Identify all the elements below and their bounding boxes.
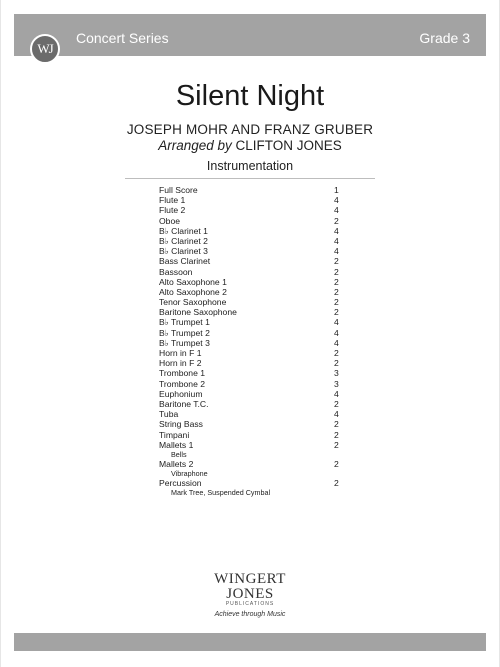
instrument-name: Flute 2 [159,205,186,216]
instrument-quantity: 2 [334,348,339,358]
instrument-row [159,348,349,358]
instrument-name: B♭ Trumpet 3 [159,337,210,348]
instrument-row [159,256,349,266]
instrument-name: Oboe [159,215,181,226]
instrument-quantity: 3 [334,378,339,389]
instrument-row [159,185,349,195]
footer-band [14,633,486,651]
instrument-name: Bells [171,449,187,459]
instrument-name: B♭ Clarinet 2 [159,235,208,246]
arranger-name: CLIFTON JONES [235,138,342,153]
instrument-row [159,389,349,399]
instrument-quantity: 2 [334,307,339,318]
instrument-name: Percussion [159,478,202,489]
instrument-name: B♭ Clarinet 3 [159,246,208,257]
instrument-quantity: 2 [334,458,339,469]
instrument-row [159,328,349,338]
instrument-name: Alto Saxophone 1 [159,276,227,287]
instrument-row [159,277,349,287]
instrument-row [159,205,349,215]
instrument-quantity: 2 [334,286,339,297]
instrument-name: Baritone Saxophone [159,307,237,318]
instrument-row [159,478,349,488]
instrument-quantity: 4 [334,409,339,420]
publisher-logo [0,571,500,607]
instrument-name: Horn in F 1 [159,348,202,358]
instrument-row [159,338,349,348]
divider [125,178,375,179]
instrument-quantity: 4 [334,205,339,216]
instrument-name: Alto Saxophone 2 [159,286,227,297]
instrument-name: Mallets 2 [159,458,194,469]
instrument-name: Tuba [159,409,179,420]
instrument-name: String Bass [159,419,203,430]
instrument-row [159,459,349,469]
instrument-row [159,419,349,429]
publisher-logo-bottom: JONES [226,586,274,602]
instrument-row [159,317,349,327]
instrument-row [159,368,349,378]
grade-label: Grade 3 [419,30,470,46]
instrument-row [159,226,349,236]
instrument-row [159,297,349,307]
instrument-quantity: 2 [334,429,339,440]
instrument-quantity: 4 [334,388,339,399]
instrument-row [159,307,349,317]
instrument-quantity: 2 [334,398,339,409]
instrument-quantity: 2 [334,439,339,450]
instrument-row [159,216,349,226]
page-title: Silent Night [175,80,325,112]
instrument-row [159,358,349,368]
instrument-name: Vibraphone [171,469,208,479]
instrument-name: Mark Tree, Suspended Cymbal [171,488,271,498]
instrument-quantity: 2 [334,256,339,267]
instrument-name: Bassoon [159,266,193,277]
instrument-note [159,450,349,459]
instrument-row [159,236,349,246]
instrument-name: Timpani [159,429,190,440]
instrument-row [159,440,349,450]
instrument-row [159,430,349,440]
publisher-tagline: Achieve through Music [214,611,286,618]
instrument-name: Baritone T.C. [159,398,209,409]
instrument-quantity: 2 [334,276,339,287]
instrument-quantity: 4 [334,327,339,338]
instrument-quantity: 2 [334,358,339,369]
instrument-quantity: 4 [334,225,339,236]
publisher-logo-top: WINGERT [214,571,286,587]
instrument-name: B♭ Trumpet 2 [159,327,210,338]
instrument-name: Horn in F 2 [159,358,202,369]
publisher-logo-small: PUBLICATIONS [225,601,275,607]
instrument-quantity: 1 [334,185,339,195]
instrument-quantity: 2 [334,266,339,277]
instrument-row [159,399,349,409]
instrument-name: B♭ Trumpet 1 [159,317,210,328]
instrument-quantity: 4 [334,195,339,206]
instrument-note [159,469,349,478]
instrument-quantity: 4 [334,246,339,257]
series-label: Concert Series [76,30,169,46]
instrument-quantity: 2 [334,297,339,308]
instrument-quantity: 4 [334,337,339,348]
instrument-name: Flute 1 [159,195,186,206]
instrument-name: Mallets 1 [159,439,194,450]
instrument-quantity: 2 [334,215,339,226]
wj-logo: WJ [30,34,60,64]
instrument-name: Full Score [159,185,198,195]
instrument-row [159,409,349,419]
instrument-quantity: 4 [334,235,339,246]
arranger-line [0,138,500,153]
instrument-row [159,195,349,205]
composers: JOSEPH MOHR AND FRANZ GRUBER [126,122,374,137]
instrument-row [159,287,349,297]
arranged-label: Arranged by [158,138,232,153]
instrument-quantity: 3 [334,368,339,379]
instrument-quantity: 2 [334,419,339,430]
instrument-quantity: 2 [334,478,339,489]
instrumentation-heading: Instrumentation [206,159,294,173]
instrument-name: B♭ Clarinet 1 [159,225,208,236]
instrument-note [159,488,349,497]
instrument-name: Euphonium [159,388,203,399]
instrument-row [159,379,349,389]
instrument-name: Bass Clarinet [159,256,211,267]
instrumentation-list [159,185,349,497]
instrument-row [159,246,349,256]
instrument-row [159,267,349,277]
instrument-quantity: 4 [334,317,339,328]
instrument-name: Tenor Saxophone [159,297,227,308]
instrument-name: Trombone 1 [159,368,206,379]
instrument-name: Trombone 2 [159,378,206,389]
